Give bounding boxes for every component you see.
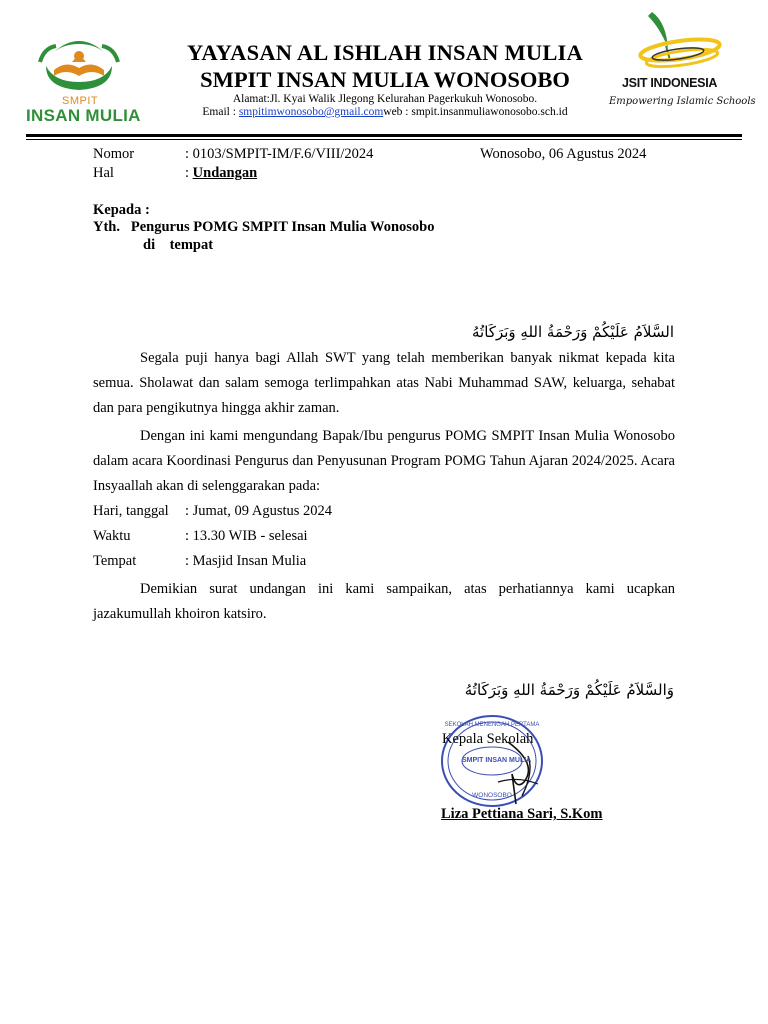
salam-opening: السَّلاَمُ عَلَيْكُمْ وَرَحْمَةُ اللهِ وَبَرَكَاتُهُ: [472, 323, 674, 341]
letterhead-rule-thin: [26, 139, 742, 140]
hal-label: Hal: [93, 165, 114, 181]
logo-insan-mulia-text: INSAN MULIA: [26, 106, 141, 125]
nomor-label: Nomor: [93, 146, 135, 162]
hal-colon: :: [185, 165, 193, 181]
web-text: web : smpit.insanmuliawonosobo.sch.id: [383, 106, 568, 118]
detail-day-value: : Jumat, 09 Agustus 2024: [185, 503, 333, 519]
salam-closing: وَالسَّلاَمُ عَلَيْكُمْ وَرَحْمَةُ اللهِ وَبَرَكَاتُهُ: [464, 681, 674, 699]
paragraph-invitation: Dengan ini kami mengundang Bapak/Ibu pengurus POMG SMPIT Insan Mulia Wonosobo dalam acara Koordinasi Pengurus dan Penyusunan Program POMG Tahun Ajaran 2024/2025. Acara Insyaallah akan di selenggarakan pada:: [93, 428, 675, 494]
insan-mulia-logo-icon: [24, 32, 134, 102]
letterhead-rule-thick: [26, 134, 742, 137]
stamp-top-text: SEKOLAH MENENGAH PERTAMA: [444, 722, 540, 728]
school-title: SMPIT INSAN MULIA WONOSOBO: [200, 67, 570, 92]
logo-smpit-text: SMPIT: [62, 95, 99, 107]
detail-place-label: Tempat: [93, 553, 137, 569]
recipient-name: Yth. Pengurus POMG SMPIT Insan Mulia Wonosobo: [93, 219, 435, 235]
detail-day-label: Hari, tanggal: [93, 503, 169, 519]
place-date: Wonosobo, 06 Agustus 2024: [480, 146, 647, 162]
detail-time-label: Waktu: [93, 528, 131, 544]
signatory-position: Kepala Sekolah: [442, 731, 534, 747]
paragraph-closing: Demikian surat undangan ini kami sampaikan, atas perhatiannya kami ucapkan jazakumullah khoiron katsiro.: [93, 581, 675, 622]
foundation-title: YAYASAN AL ISHLAH INSAN MULIA: [187, 40, 583, 65]
smpit-logo: [24, 32, 141, 127]
jsit-logo: [608, 8, 756, 113]
jsit-quill-icon: [608, 8, 738, 76]
logo-jsit-tagline: Empowering Islamic Schools: [609, 96, 756, 107]
nomor-value: : 0103/SMPIT-IM/F.6/VIII/2024: [185, 146, 374, 162]
hal-line: [185, 165, 257, 182]
detail-place-value: : Masjid Insan Mulia: [185, 553, 307, 569]
hal-value: Undangan: [192, 165, 258, 181]
kepada-label: Kepada :: [93, 202, 150, 218]
stamp-bottom-text: WONOSOBO: [472, 792, 512, 799]
recipient-place: di tempat: [143, 237, 214, 253]
logo-jsit-text: JSIT INDONESIA: [622, 76, 718, 90]
school-stamp: [438, 712, 546, 810]
contact-line: [150, 106, 620, 118]
stamp-center-text: SMPIT INSAN MULIA: [462, 757, 532, 764]
detail-time-value: : 13.30 WIB - selesai: [185, 528, 308, 544]
email-label: Email :: [202, 106, 239, 118]
address-line: Alamat:Jl. Kyai Walik Jlegong Kelurahan Pagerkukuh Wonosobo.: [232, 93, 538, 105]
email-link[interactable]: smpitimwonosobo@gmail.com: [238, 106, 384, 118]
signatory-name: Liza Pettiana Sari, S.Kom: [441, 806, 603, 822]
paragraph-opening: Segala puji hanya bagi Allah SWT yang telah memberikan banyak nikmat kepada kita semua. Sholawat dan salam semoga terlimpahkan atas Nabi Muhammad SAW, keluarga, sehabat dan para pengikutnya hingga akhir zaman.: [93, 350, 675, 416]
